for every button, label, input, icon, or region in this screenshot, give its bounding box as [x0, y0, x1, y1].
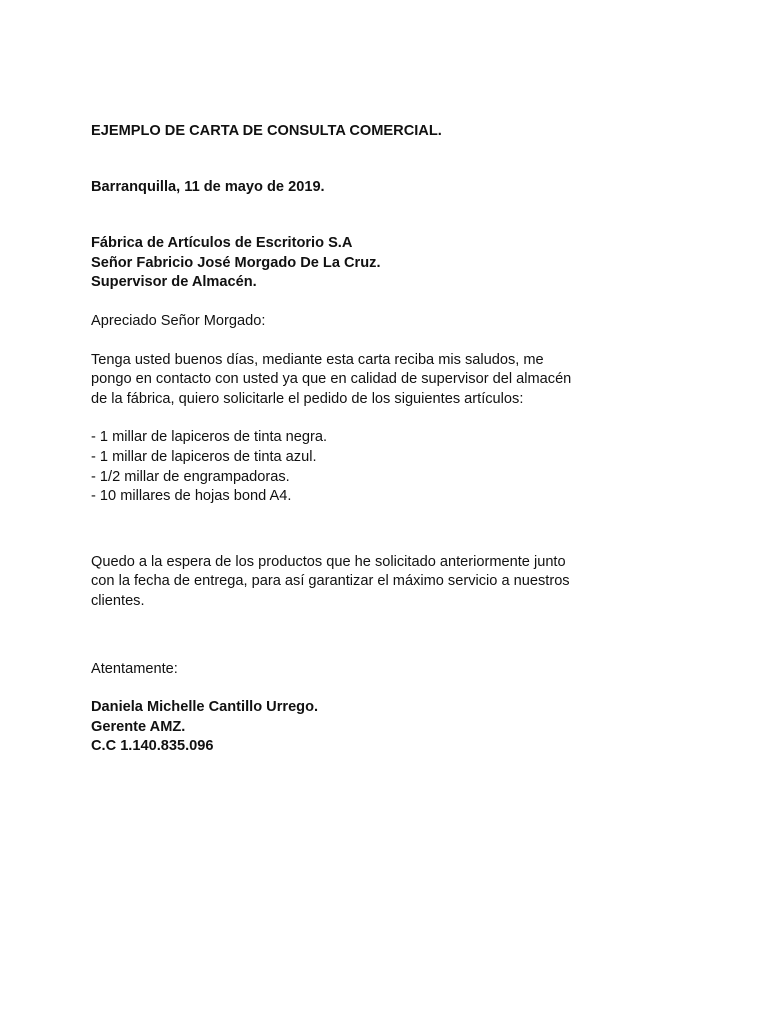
list-item: - 1 millar de lapiceros de tinta azul. [91, 448, 317, 465]
closing-line: con la fecha de entrega, para así garantizar el máximo servicio a nuestros [91, 573, 570, 590]
recipient-position: Supervisor de Almacén. [91, 274, 257, 291]
list-item: - 1/2 millar de engrampadoras. [91, 468, 290, 485]
recipient-company: Fábrica de Artículos de Escritorio S.A [91, 235, 353, 252]
signature-block [91, 698, 691, 757]
recipient-block [91, 234, 691, 293]
order-item-list [91, 428, 691, 506]
letter-body [91, 122, 691, 757]
recipient-name: Señor Fabricio José Morgado De La Cruz. [91, 254, 381, 271]
letter-date: Barranquilla, 11 de mayo de 2019. [91, 178, 325, 195]
body-paragraph [91, 351, 691, 410]
body-line: Tenga usted buenos días, mediante esta carta reciba mis saludos, me [91, 351, 544, 368]
body-line: de la fábrica, quiero solicitarle el pedido de los siguientes artículos: [91, 390, 524, 407]
signer-title: Gerente AMZ. [91, 718, 186, 735]
greeting: Apreciado Señor Morgado: [91, 312, 266, 329]
letter-title: EJEMPLO DE CARTA DE CONSULTA COMERCIAL. [91, 123, 442, 139]
closing-line: clientes. [91, 592, 145, 609]
signer-id: C.C 1.140.835.096 [91, 738, 214, 755]
closing-line: Quedo a la espera de los productos que he solicitado anteriormente junto [91, 553, 566, 570]
closing-paragraph [91, 553, 691, 612]
signoff: Atentamente: [91, 660, 178, 677]
list-item: - 10 millares de hojas bond A4. [91, 488, 292, 505]
body-line: pongo en contacto con usted ya que en calidad de supervisor del almacén [91, 371, 572, 388]
list-item: - 1 millar de lapiceros de tinta negra. [91, 429, 328, 446]
signer-name: Daniela Michelle Cantillo Urrego. [91, 699, 319, 716]
